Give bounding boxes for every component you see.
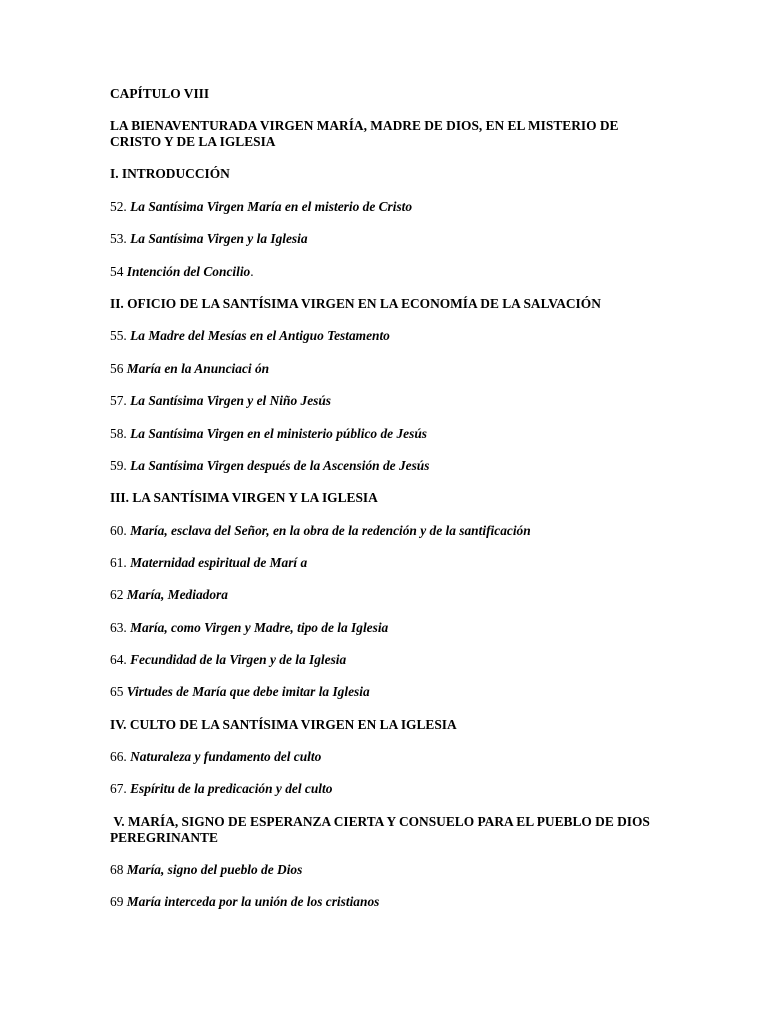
toc-entry-62 [110,587,670,603]
entry-number: 66. [110,749,127,764]
toc-entry-52 [110,199,670,215]
entry-title: La Santísima Virgen en el ministerio público de Jesús [130,426,427,441]
toc-entry-68 [110,862,670,878]
entry-number: 61. [110,555,127,570]
entry-number: 67. [110,781,127,796]
toc-entry-54 [110,264,670,280]
chapter-heading: CAPÍTULO VIII [110,86,210,101]
toc-entry-55 [110,328,670,344]
toc-entry-60 [110,523,670,539]
entry-number: 65 [110,684,124,699]
entry-title: La Santísima Virgen y el Niño Jesús [130,393,332,408]
entry-number: 56 [110,361,127,376]
entry-title: María interceda por la unión de los cristianos [126,894,380,909]
entry-number: 69 [110,894,124,909]
entry-title: La Santísima Virgen María en el misterio de Cristo [130,199,413,214]
entry-title: María en la Anunciaci ón [126,361,270,376]
entry-title: La Santísima Virgen y la Iglesia [130,231,308,246]
entry-title: Maternidad espiritual de Marí a [130,555,308,570]
entry-title: Virtudes de María que debe imitar la Iglesia [126,684,370,699]
entry-title: María, signo del pueblo de Dios [126,862,303,877]
entry-number: 53. [110,231,127,246]
toc-entry-69 [110,894,670,910]
entry-number: 64. [110,652,127,667]
toc-entry-56 [110,361,670,377]
toc-entry-61 [110,555,670,571]
entry-title: La Santísima Virgen después de la Ascensión de Jesús [130,458,430,473]
toc-entry-58 [110,426,670,442]
toc-entry-63 [110,620,670,636]
entry-number: 52. [110,199,127,214]
section-heading-4: IV. CULTO DE LA SANTÍSIMA VIRGEN EN LA IGLESIA [110,717,457,732]
entry-number: 60. [110,523,127,538]
entry-number: 62 [110,587,127,602]
toc-entry-64 [110,652,670,668]
entry-title: María, como Virgen y Madre, tipo de la Iglesia [130,620,389,635]
entry-title: María, Mediadora [126,587,228,602]
section-heading-2: II. OFICIO DE LA SANTÍSIMA VIRGEN EN LA ECONOMÍA DE LA SALVACIÓN [110,296,601,311]
toc-entry-67 [110,781,670,797]
entry-number: 63. [110,620,127,635]
entry-number: 58. [110,426,127,441]
section-heading-5: V. MARÍA, SIGNO DE ESPERANZA CIERTA Y CONSUELO PARA EL PUEBLO DE DIOS PEREGRINANTE [110,814,654,845]
entry-title: Espíritu de la predicación y del culto [130,781,333,796]
entry-number: 59. [110,458,127,473]
toc-entry-66 [110,749,670,765]
chapter-title: LA BIENAVENTURADA VIRGEN MARÍA, MADRE DE DIOS, EN EL MISTERIO DE CRISTO Y DE LA IGLESIA [110,118,619,149]
entry-title: La Madre del Mesías en el Antiguo Testamento [130,328,390,343]
entry-title: Fecundidad de la Virgen y de la Iglesia [130,652,347,667]
section-heading-1: I. INTRODUCCIÓN [110,166,230,181]
entry-number: 57. [110,393,127,408]
section-heading-3: III. LA SANTÍSIMA VIRGEN Y LA IGLESIA [110,490,378,505]
toc-entry-53 [110,231,670,247]
toc-entry-65 [110,684,670,700]
entry-number: 55. [110,328,127,343]
entry-number: 68 [110,862,124,877]
entry-tail: . [250,264,254,279]
entry-title: María, esclava del Señor, en la obra de la redención y de la santificación [130,523,531,538]
entry-title: Intención del Concilio [126,264,251,279]
toc-entry-59 [110,458,670,474]
toc-entry-57 [110,393,670,409]
entry-number: 54 [110,264,124,279]
entry-title: Naturaleza y fundamento del culto [130,749,322,764]
